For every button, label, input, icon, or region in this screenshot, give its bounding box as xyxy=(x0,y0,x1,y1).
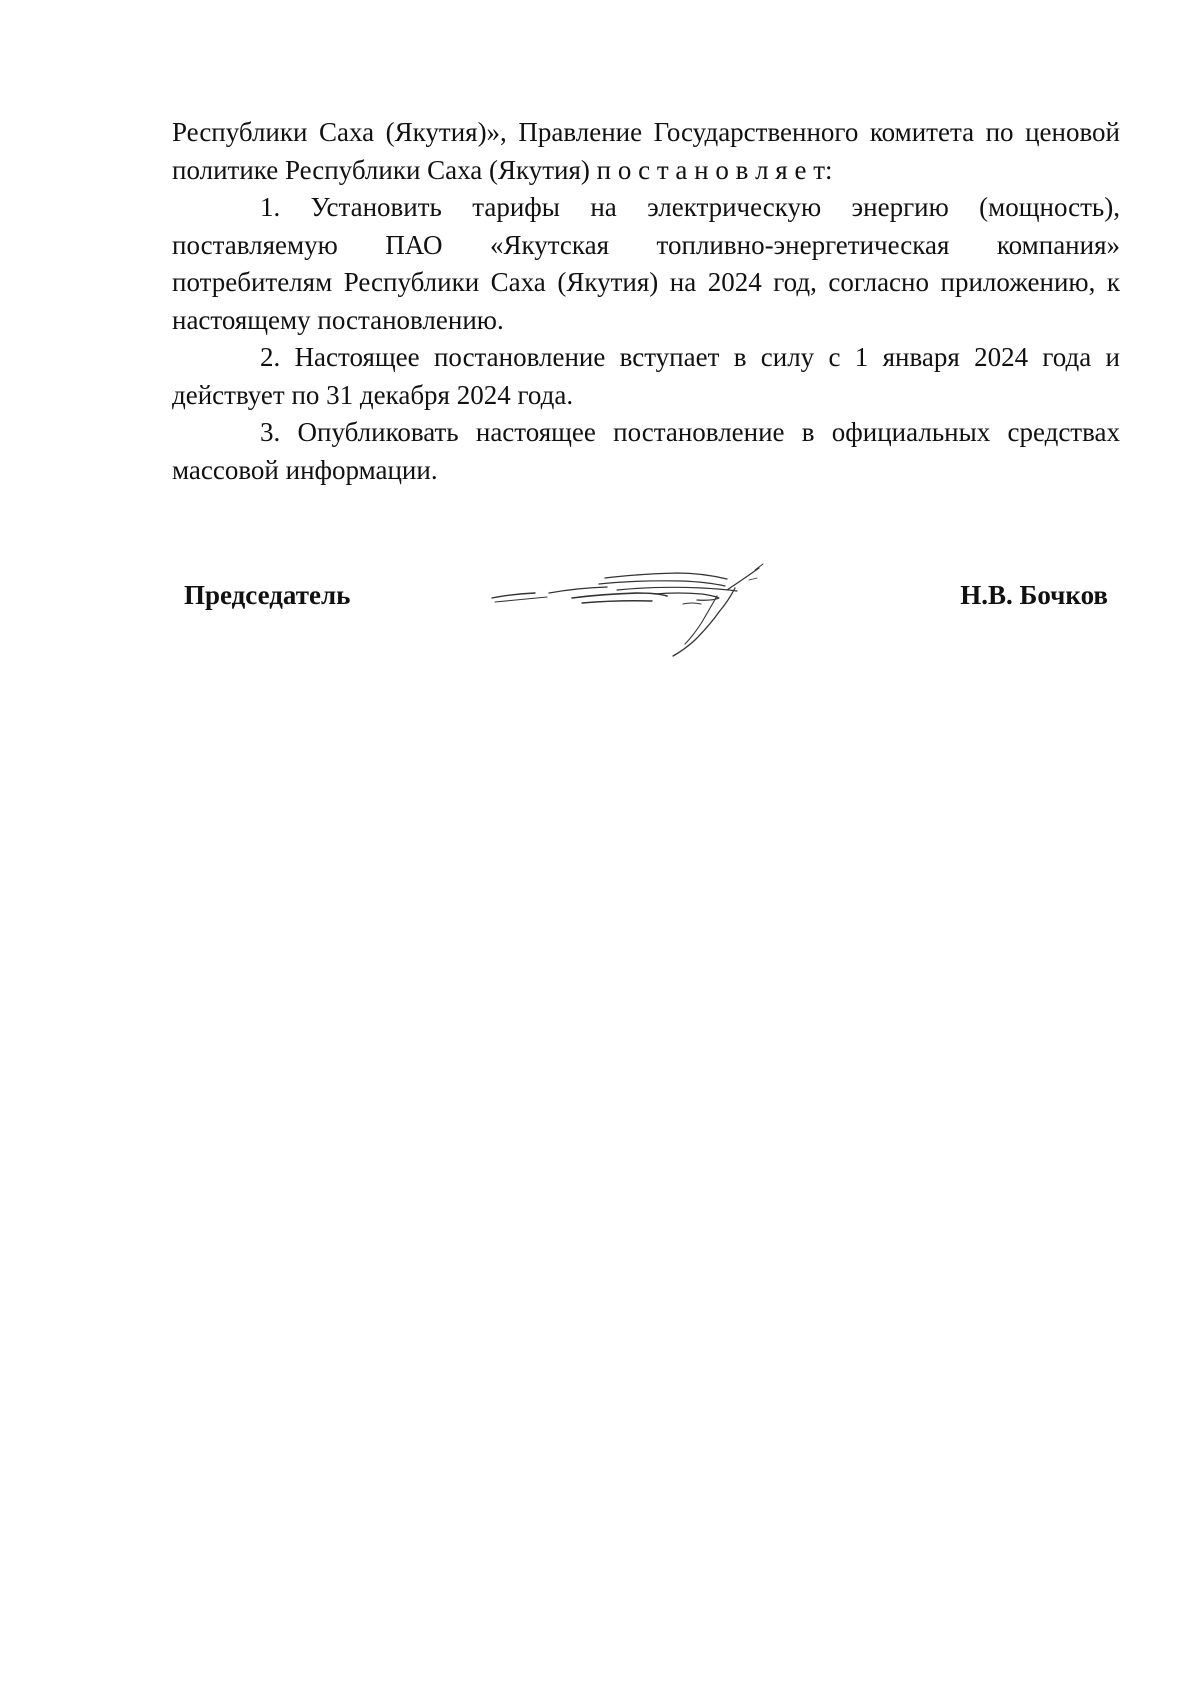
signature-block xyxy=(172,560,1120,670)
signatory-title: Председатель xyxy=(184,580,351,610)
paragraph-item-3: 3. Опубликовать настоящее постановление в официальных средствах массовой информации. xyxy=(172,417,1120,485)
paragraph-preamble xyxy=(172,114,1120,189)
paragraph-item-1: 1. Установить тарифы на электрическую энергию (мощность), поставляемую ПАО «Якутская топливно-энергетическая компания» потребителям Республики Саха (Якутия) на 2024 год, согласно приложению, к настоящему постановлению. xyxy=(172,192,1120,335)
signatory-name: Н.В. Бочков xyxy=(960,580,1108,610)
resolves-word: п о с т а н о в л я е т: xyxy=(596,154,833,185)
handwritten-signature xyxy=(487,560,787,670)
document-body xyxy=(172,114,1120,489)
preamble-text: Республики Саха (Якутия)», Правление Государственного комитета по ценовой политике Республики Саха (Якутия) xyxy=(172,117,1120,185)
paragraph-item-2: 2. Настоящее постановление вступает в силу с 1 января 2024 года и действует по 31 декабря 2024 года. xyxy=(172,342,1120,410)
